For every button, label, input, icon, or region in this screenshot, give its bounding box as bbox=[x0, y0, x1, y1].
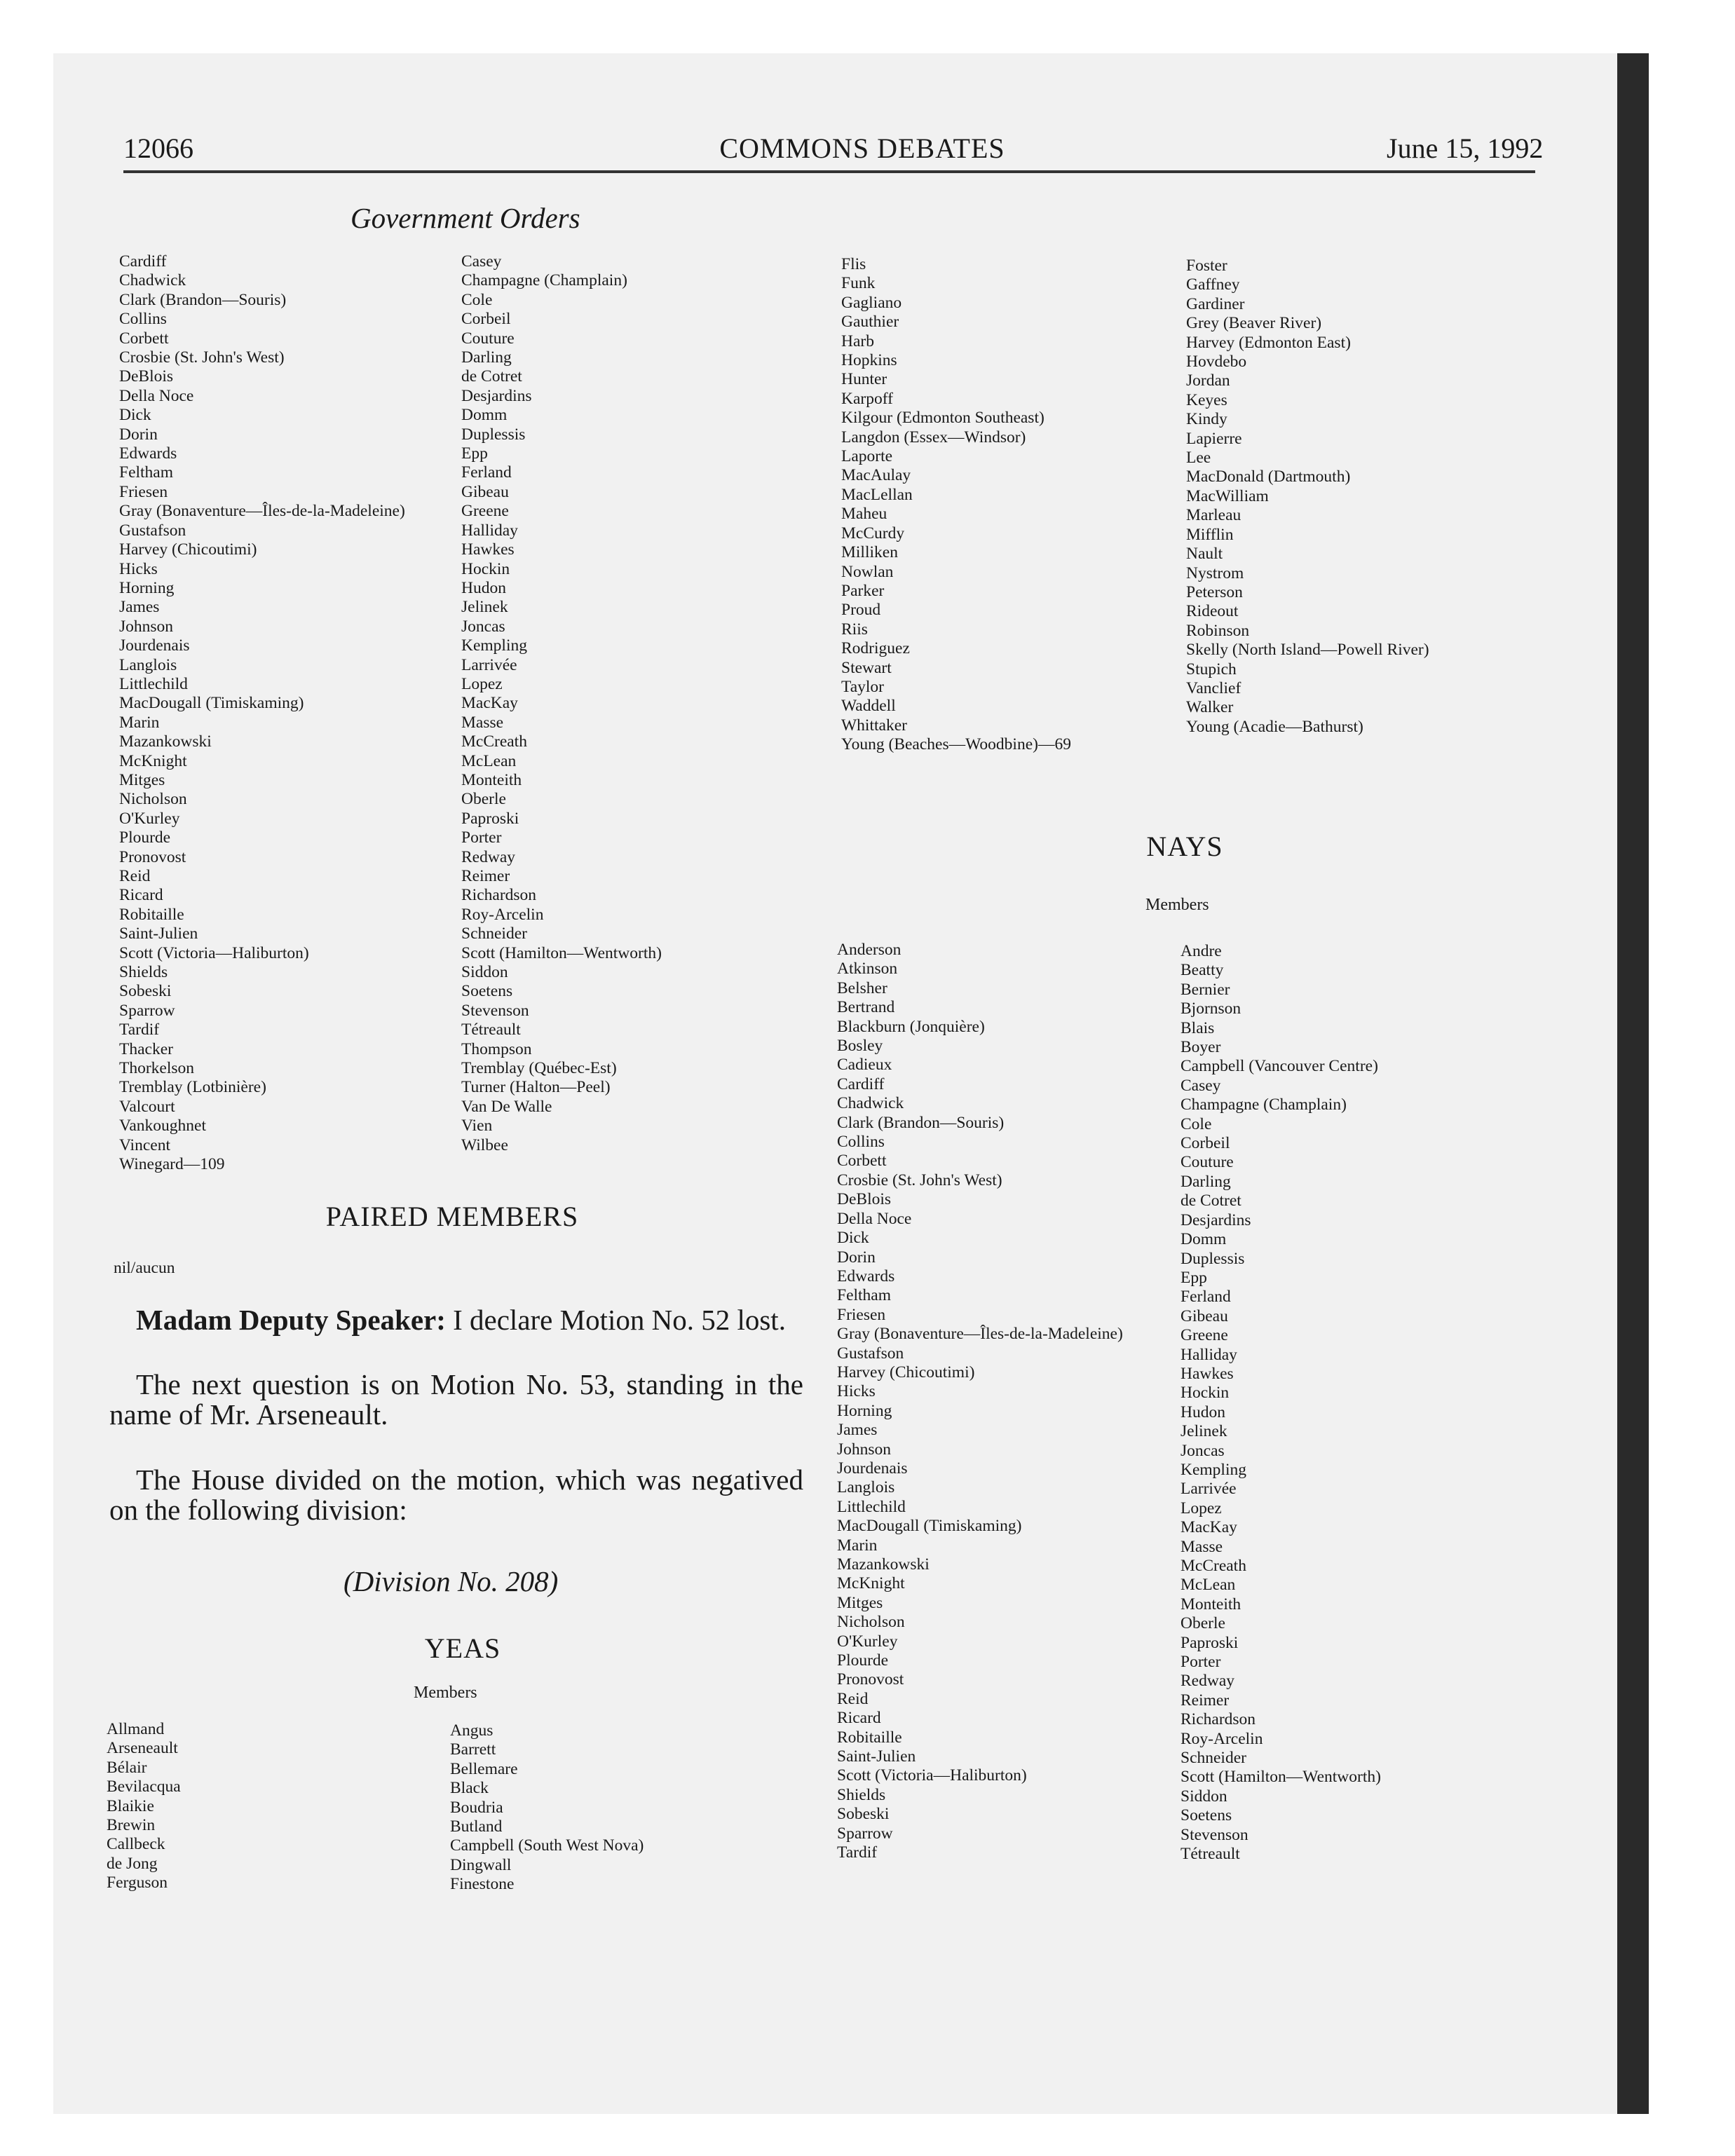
member-name: Richardson bbox=[461, 886, 537, 905]
member-name: Hicks bbox=[119, 559, 158, 578]
member-name: Tremblay (Québec-Est) bbox=[461, 1059, 617, 1078]
member-name: Hawkes bbox=[1181, 1364, 1234, 1383]
member-name: Hudon bbox=[1181, 1403, 1225, 1421]
member-name: Richardson bbox=[1181, 1710, 1256, 1729]
member-name: Kilgour (Edmonton Southeast) bbox=[841, 409, 1045, 428]
member-name: Valcourt bbox=[119, 1097, 175, 1116]
member-name: Stevenson bbox=[1181, 1825, 1248, 1844]
continued-right-col1 bbox=[841, 255, 1071, 755]
section-title: Government Orders bbox=[351, 202, 580, 234]
member-name: Joncas bbox=[1181, 1441, 1225, 1460]
member-name: Schneider bbox=[461, 925, 527, 943]
member-name: Vanclief bbox=[1186, 678, 1241, 697]
member-name: Langdon (Essex—Windsor) bbox=[841, 428, 1026, 446]
member-name: Cadieux bbox=[837, 1056, 892, 1074]
member-name: Lee bbox=[1186, 449, 1211, 468]
member-name: Atkinson bbox=[837, 960, 898, 978]
member-name: Champagne (Champlain) bbox=[461, 271, 627, 290]
member-name: Corbeil bbox=[461, 310, 511, 329]
member-name: Sobeski bbox=[837, 1805, 890, 1824]
member-name: McKnight bbox=[837, 1574, 905, 1593]
member-name: MacKay bbox=[1181, 1518, 1237, 1537]
member-name: Reimer bbox=[461, 867, 510, 885]
member-name: Edwards bbox=[837, 1267, 895, 1285]
member-name: Stevenson bbox=[461, 1001, 529, 1020]
member-name: Roy-Arcelin bbox=[1181, 1729, 1263, 1748]
member-name: Domm bbox=[461, 406, 508, 425]
member-name: Cardiff bbox=[119, 252, 167, 271]
member-name: Parker bbox=[841, 581, 885, 600]
member-name: Scott (Hamilton—Wentworth) bbox=[1181, 1768, 1381, 1787]
member-name: Bellemare bbox=[450, 1759, 518, 1778]
member-name: Kempling bbox=[461, 636, 527, 655]
member-name: Monteith bbox=[1181, 1595, 1241, 1613]
member-name: MacDougall (Timiskaming) bbox=[119, 694, 304, 713]
member-name: Boudria bbox=[450, 1798, 503, 1817]
member-name: Sparrow bbox=[837, 1824, 893, 1843]
member-name: Skelly (North Island—Powell River) bbox=[1186, 641, 1429, 660]
member-name: McCreath bbox=[1181, 1557, 1246, 1575]
member-name: Casey bbox=[1181, 1076, 1221, 1095]
member-name: James bbox=[119, 598, 160, 617]
member-name: Desjardins bbox=[461, 386, 532, 405]
member-name: Winegard—109 bbox=[119, 1155, 225, 1174]
member-name: Duplessis bbox=[461, 425, 526, 444]
member-name: Whittaker bbox=[841, 716, 907, 735]
speaker-name: Madam Deputy Speaker: bbox=[136, 1304, 446, 1336]
member-name: Tardif bbox=[119, 1021, 160, 1039]
member-name: Keyes bbox=[1186, 390, 1227, 409]
member-name: Harb bbox=[841, 332, 874, 350]
member-name: Siddon bbox=[1181, 1787, 1227, 1806]
member-name: Tétreault bbox=[461, 1021, 521, 1039]
member-name: Greene bbox=[1181, 1326, 1228, 1345]
member-name: Jelinek bbox=[461, 598, 508, 617]
member-name: James bbox=[837, 1421, 878, 1440]
member-name: Barrett bbox=[450, 1740, 496, 1759]
member-name: Funk bbox=[841, 274, 876, 293]
member-name: Gibeau bbox=[461, 482, 509, 501]
member-name: Maheu bbox=[841, 505, 887, 524]
member-name: Nicholson bbox=[119, 790, 187, 809]
member-name: Roy-Arcelin bbox=[461, 905, 544, 924]
member-name: Robitaille bbox=[119, 905, 184, 924]
member-name: Angus bbox=[450, 1721, 494, 1740]
member-name: Laporte bbox=[841, 447, 893, 466]
member-name: Hockin bbox=[461, 559, 510, 578]
member-name: Nault bbox=[1186, 545, 1223, 564]
member-name: Paproski bbox=[1181, 1633, 1239, 1652]
member-name: Blackburn (Jonquière) bbox=[837, 1017, 985, 1036]
member-name: Kindy bbox=[1186, 410, 1227, 429]
member-name: Redway bbox=[1181, 1672, 1235, 1691]
member-name: Grey (Beaver River) bbox=[1186, 314, 1322, 333]
member-name: Dorin bbox=[837, 1248, 876, 1267]
member-name: MacKay bbox=[461, 694, 518, 713]
member-name: Saint-Julien bbox=[119, 925, 198, 943]
member-name: Harvey (Edmonton East) bbox=[1186, 333, 1351, 352]
member-name: Collins bbox=[837, 1133, 885, 1152]
member-name: Karpoff bbox=[841, 389, 893, 408]
member-name: Riis bbox=[841, 620, 868, 639]
member-name: Plourde bbox=[119, 828, 171, 847]
member-name: Oberle bbox=[1181, 1614, 1225, 1633]
member-name: Hudon bbox=[461, 578, 506, 597]
member-name: Corbett bbox=[837, 1152, 887, 1171]
member-name: Johnson bbox=[837, 1440, 892, 1459]
member-name: Siddon bbox=[461, 963, 508, 982]
member-name: Turner (Halton—Peel) bbox=[461, 1078, 611, 1097]
member-name: Couture bbox=[461, 329, 515, 348]
member-name: Belsher bbox=[837, 978, 887, 997]
member-name: Mifflin bbox=[1186, 525, 1234, 544]
member-name: Langlois bbox=[837, 1478, 895, 1497]
member-name: Masse bbox=[1181, 1537, 1223, 1556]
member-name: Jourdenais bbox=[119, 636, 190, 655]
member-name: Bevilacqua bbox=[107, 1778, 181, 1796]
speaker-statement: I declare Motion No. 52 lost. bbox=[445, 1304, 786, 1336]
member-name: McCreath bbox=[461, 732, 527, 751]
member-name: Wilbee bbox=[461, 1135, 508, 1154]
member-name: Darling bbox=[461, 348, 512, 367]
member-name: Dick bbox=[837, 1229, 869, 1248]
member-name: Foster bbox=[1186, 257, 1227, 275]
member-name: Halliday bbox=[461, 521, 518, 540]
member-name: Rodriguez bbox=[841, 639, 910, 658]
member-name: Duplessis bbox=[1181, 1249, 1245, 1268]
member-name: Thompson bbox=[461, 1039, 532, 1058]
member-name: Rideout bbox=[1186, 602, 1239, 621]
header-rule bbox=[123, 170, 1535, 173]
member-name: Littlechild bbox=[837, 1497, 906, 1516]
member-name: Porter bbox=[461, 828, 502, 847]
member-name: Shields bbox=[119, 963, 168, 982]
member-name: Harvey (Chicoutimi) bbox=[837, 1363, 975, 1381]
yeas-list-col1 bbox=[107, 1720, 181, 1893]
member-name: Dorin bbox=[119, 425, 158, 444]
member-name: Lapierre bbox=[1186, 429, 1242, 448]
member-name: Gustafson bbox=[837, 1344, 904, 1363]
member-name: Peterson bbox=[1186, 582, 1243, 601]
member-name: Hunter bbox=[841, 370, 887, 389]
member-name: Littlechild bbox=[119, 674, 188, 693]
member-name: Campbell (South West Nova) bbox=[450, 1836, 644, 1855]
member-name: MacAulay bbox=[841, 466, 911, 485]
member-name: MacWilliam bbox=[1186, 486, 1269, 505]
member-name: Scott (Hamilton—Wentworth) bbox=[461, 943, 662, 962]
member-name: Young (Acadie—Bathurst) bbox=[1186, 717, 1363, 736]
member-name: MacDougall (Timiskaming) bbox=[837, 1517, 1022, 1536]
member-name: Milliken bbox=[841, 543, 898, 562]
member-name: Nystrom bbox=[1186, 564, 1244, 582]
member-name: Jourdenais bbox=[837, 1459, 908, 1478]
member-name: Bernier bbox=[1181, 980, 1230, 999]
member-name: Desjardins bbox=[1181, 1210, 1251, 1229]
member-name: Saint-Julien bbox=[837, 1747, 916, 1766]
member-name: Tremblay (Lotbinière) bbox=[119, 1078, 266, 1097]
member-name: Andre bbox=[1181, 942, 1222, 960]
member-name: Schneider bbox=[1181, 1749, 1246, 1768]
division-paragraph: The House divided on the motion, which was negatived on the following division: bbox=[109, 1464, 803, 1526]
continued-right-col2 bbox=[1186, 257, 1429, 737]
member-name: Ferland bbox=[461, 463, 512, 482]
member-name: Stewart bbox=[841, 658, 892, 677]
member-name: Hopkins bbox=[841, 351, 897, 370]
member-name: Blaikie bbox=[107, 1796, 154, 1815]
member-name: Scott (Victoria—Haliburton) bbox=[119, 943, 309, 962]
member-name: Nowlan bbox=[841, 562, 894, 581]
member-name: Tardif bbox=[837, 1843, 878, 1862]
motion-paragraph: The next question is on Motion No. 53, standing in the name of Mr. Arseneault. bbox=[109, 1368, 803, 1431]
member-name: de Jong bbox=[107, 1854, 158, 1873]
member-name: Halliday bbox=[1181, 1345, 1237, 1364]
member-name: O'Kurley bbox=[837, 1632, 898, 1651]
member-name: Vien bbox=[461, 1117, 493, 1135]
member-name: Cardiff bbox=[837, 1074, 885, 1093]
member-name: Champagne (Champlain) bbox=[1181, 1096, 1347, 1114]
member-name: Ricard bbox=[837, 1709, 881, 1728]
member-name: Lopez bbox=[461, 674, 503, 693]
yeas-members-label: Members bbox=[414, 1684, 477, 1702]
member-name: Crosbie (St. John's West) bbox=[837, 1171, 1002, 1189]
member-name: Hovdebo bbox=[1186, 353, 1247, 371]
member-name: Arseneault bbox=[107, 1739, 178, 1758]
member-name: Johnson bbox=[119, 617, 174, 636]
member-name: Friesen bbox=[119, 482, 168, 501]
member-name: Soetens bbox=[1181, 1806, 1232, 1825]
member-name: Plourde bbox=[837, 1651, 889, 1670]
member-name: Cole bbox=[1181, 1114, 1212, 1133]
member-name: Porter bbox=[1181, 1653, 1221, 1672]
member-name: Hawkes bbox=[461, 540, 515, 559]
member-name: Finestone bbox=[450, 1875, 515, 1894]
member-name: Horning bbox=[119, 578, 175, 597]
member-name: Casey bbox=[461, 252, 502, 271]
member-name: Harvey (Chicoutimi) bbox=[119, 540, 257, 559]
member-name: Bertrand bbox=[837, 998, 895, 1017]
member-name: Gagliano bbox=[841, 293, 902, 312]
member-name: Dingwall bbox=[450, 1855, 512, 1874]
member-name: de Cotret bbox=[461, 367, 522, 386]
member-name: Joncas bbox=[461, 617, 505, 636]
member-name: Mazankowski bbox=[119, 732, 212, 751]
member-name: Mitges bbox=[119, 770, 165, 789]
member-name: Proud bbox=[841, 601, 881, 620]
member-name: Hockin bbox=[1181, 1384, 1230, 1403]
member-name: Horning bbox=[837, 1401, 892, 1420]
member-name: Della Noce bbox=[119, 386, 194, 405]
member-name: Gray (Bonaventure—Îles-de-la-Madeleine) bbox=[119, 502, 405, 521]
member-name: Black bbox=[450, 1779, 489, 1798]
member-name: Bélair bbox=[107, 1758, 147, 1777]
member-name: Shields bbox=[837, 1785, 886, 1804]
member-name: Larrivée bbox=[461, 655, 517, 674]
member-name: Reimer bbox=[1181, 1691, 1230, 1710]
member-name: Chadwick bbox=[119, 271, 186, 290]
member-name: Marin bbox=[837, 1536, 878, 1555]
member-name: Taylor bbox=[841, 677, 884, 696]
member-name: Flis bbox=[841, 255, 866, 273]
member-name: Cole bbox=[461, 290, 493, 309]
member-name: Feltham bbox=[119, 463, 174, 482]
member-name: Reid bbox=[837, 1689, 869, 1708]
member-name: Masse bbox=[461, 713, 504, 732]
member-name: Sparrow bbox=[119, 1001, 175, 1020]
member-name: Pronovost bbox=[837, 1670, 904, 1689]
member-name: Feltham bbox=[837, 1286, 892, 1305]
member-name: Robitaille bbox=[837, 1728, 902, 1747]
member-name: Brewin bbox=[107, 1816, 156, 1835]
member-name: O'Kurley bbox=[119, 809, 180, 828]
member-name: Oberle bbox=[461, 790, 506, 809]
member-name: Bjornson bbox=[1181, 999, 1241, 1018]
member-name: Clark (Brandon—Souris) bbox=[837, 1113, 1005, 1132]
speaker-paragraph bbox=[109, 1305, 803, 1335]
member-name: Campbell (Vancouver Centre) bbox=[1181, 1057, 1378, 1076]
continued-list-col1 bbox=[119, 252, 405, 1175]
member-name: Ferland bbox=[1181, 1288, 1231, 1306]
member-name: Dick bbox=[119, 406, 151, 425]
member-name: Jelinek bbox=[1181, 1422, 1227, 1441]
member-name: Beatty bbox=[1181, 961, 1224, 980]
member-name: Vankoughnet bbox=[119, 1117, 207, 1135]
member-name: Callbeck bbox=[107, 1835, 165, 1854]
member-name: Kempling bbox=[1181, 1460, 1246, 1479]
member-name: Mitges bbox=[837, 1593, 883, 1612]
member-name: Waddell bbox=[841, 697, 896, 716]
member-name: Butland bbox=[450, 1817, 503, 1836]
member-name: Robinson bbox=[1186, 621, 1250, 640]
member-name: Darling bbox=[1181, 1172, 1231, 1191]
publication-title: COMMONS DEBATES bbox=[719, 132, 1005, 164]
member-name: MacDonald (Dartmouth) bbox=[1186, 468, 1351, 486]
member-name: Epp bbox=[1181, 1268, 1207, 1287]
member-name: Gustafson bbox=[119, 521, 186, 540]
member-name: DeBlois bbox=[119, 367, 174, 386]
member-name: Bosley bbox=[837, 1037, 883, 1056]
member-name: Greene bbox=[461, 502, 509, 521]
member-name: Van De Walle bbox=[461, 1097, 552, 1116]
member-name: McCurdy bbox=[841, 524, 905, 543]
member-name: Nicholson bbox=[837, 1613, 905, 1632]
nays-heading: NAYS bbox=[1146, 831, 1223, 862]
member-name: Walker bbox=[1186, 698, 1234, 717]
member-name: Vincent bbox=[119, 1135, 170, 1154]
member-name: Thacker bbox=[119, 1039, 173, 1058]
member-name: Chadwick bbox=[837, 1094, 904, 1113]
member-name: Edwards bbox=[119, 444, 177, 463]
nays-list-col1 bbox=[837, 941, 1123, 1863]
member-name: Corbeil bbox=[1181, 1134, 1230, 1153]
member-name: Gaffney bbox=[1186, 275, 1240, 294]
member-name: Jordan bbox=[1186, 371, 1230, 390]
member-name: McLean bbox=[461, 751, 517, 770]
member-name: Ricard bbox=[119, 886, 163, 905]
member-name: Hicks bbox=[837, 1382, 876, 1401]
member-name: Clark (Brandon—Souris) bbox=[119, 290, 287, 309]
member-name: Mazankowski bbox=[837, 1555, 930, 1574]
member-name: de Cotret bbox=[1181, 1192, 1241, 1210]
nays-members-label: Members bbox=[1145, 896, 1209, 914]
member-name: Thorkelson bbox=[119, 1059, 195, 1078]
member-name: Gauthier bbox=[841, 313, 899, 332]
member-name: MacLellan bbox=[841, 485, 913, 504]
member-name: Stupich bbox=[1186, 660, 1237, 678]
member-name: McLean bbox=[1181, 1576, 1236, 1595]
member-name: Lopez bbox=[1181, 1499, 1222, 1517]
member-name: Gardiner bbox=[1186, 294, 1245, 313]
member-name: Gray (Bonaventure—Îles-de-la-Madeleine) bbox=[837, 1325, 1123, 1344]
page-number: 12066 bbox=[123, 132, 193, 164]
division-number: (Division No. 208) bbox=[343, 1565, 559, 1597]
continued-list-col2 bbox=[461, 252, 662, 1155]
member-name: Sobeski bbox=[119, 982, 172, 1001]
member-name: McKnight bbox=[119, 751, 187, 770]
nays-list-col2 bbox=[1181, 942, 1381, 1864]
yeas-heading: YEAS bbox=[424, 1632, 501, 1664]
yeas-list-col2 bbox=[450, 1721, 644, 1895]
member-name: Gibeau bbox=[1181, 1306, 1228, 1325]
member-name: Larrivée bbox=[1181, 1480, 1237, 1499]
member-name: Couture bbox=[1181, 1153, 1234, 1172]
member-name: Anderson bbox=[837, 941, 901, 959]
member-name: Young (Beaches—Woodbine)—69 bbox=[841, 735, 1071, 754]
member-name: Ferguson bbox=[107, 1874, 168, 1892]
member-name: Domm bbox=[1181, 1230, 1227, 1249]
member-name: Monteith bbox=[461, 770, 522, 789]
member-name: Della Noce bbox=[837, 1209, 912, 1228]
member-name: Langlois bbox=[119, 655, 177, 674]
member-name: Tétreault bbox=[1181, 1845, 1240, 1864]
member-name: Crosbie (St. John's West) bbox=[119, 348, 285, 367]
member-name: Scott (Victoria—Haliburton) bbox=[837, 1766, 1027, 1785]
member-name: Boyer bbox=[1181, 1038, 1221, 1057]
member-name: Corbett bbox=[119, 329, 169, 348]
member-name: Soetens bbox=[461, 982, 513, 1001]
member-name: Marin bbox=[119, 713, 160, 732]
member-name: Epp bbox=[461, 444, 488, 463]
paired-members-text: nil/aucun bbox=[114, 1259, 175, 1277]
member-name: Allmand bbox=[107, 1720, 165, 1738]
paired-members-heading: PAIRED MEMBERS bbox=[325, 1201, 579, 1232]
member-name: Collins bbox=[119, 310, 167, 329]
member-name: Friesen bbox=[837, 1305, 886, 1324]
member-name: Marleau bbox=[1186, 506, 1241, 525]
member-name: Paproski bbox=[461, 809, 519, 828]
publication-date: June 15, 1992 bbox=[1387, 132, 1544, 164]
member-name: Reid bbox=[119, 867, 151, 885]
member-name: Pronovost bbox=[119, 847, 186, 866]
member-name: Redway bbox=[461, 847, 516, 866]
member-name: Blais bbox=[1181, 1018, 1215, 1037]
scan-edge-shadow bbox=[1617, 53, 1649, 2114]
member-name: DeBlois bbox=[837, 1190, 892, 1209]
